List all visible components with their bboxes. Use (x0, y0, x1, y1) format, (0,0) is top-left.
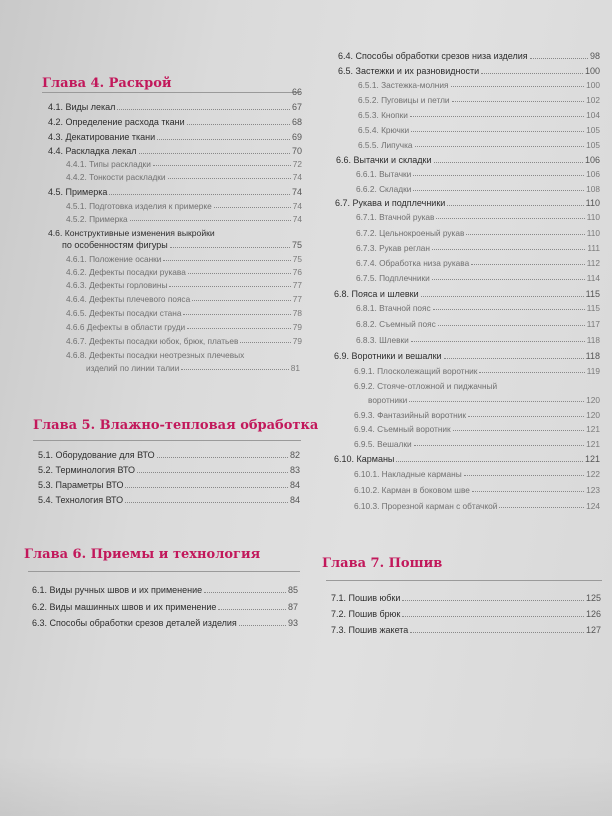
toc-entry: 4.3. Декатирование ткани 69 (48, 132, 302, 142)
toc-subentry-line1: 6.9.2. Стояче-отложной и пиджачный (354, 381, 498, 391)
toc-subentry: 6.9.1. Плосколежащий воротник 119 (354, 366, 600, 376)
toc-entry: 6.1. Виды ручных швов и их применение 85 (32, 585, 298, 595)
toc-entry: 6.7. Рукава и подплечники 110 (335, 198, 600, 208)
toc-subentry: 6.5.2. Пуговицы и петли 102 (358, 95, 600, 105)
toc-entry: 6.5. Застежки и их разновидности 100 (338, 66, 600, 76)
chapter-4-title: Глава 4. Раскрой (42, 76, 172, 91)
toc-subentry: 6.7.5. Подплечники 114 (356, 273, 600, 283)
toc-entry: 5.4. Технология ВТО 84 (38, 495, 300, 505)
toc-subentry: 6.7.1. Втачной рукав 110 (356, 212, 600, 222)
toc-subentry: 6.10.2. Карман в боковом шве 123 (354, 485, 600, 495)
toc-subentry: 6.5.5. Липучка 105 (358, 140, 600, 150)
toc-subentry: 6.6.1. Вытачки 106 (356, 169, 600, 179)
toc-subentry: 4.6.5. Дефекты посадки стана 78 (66, 308, 302, 318)
toc-subentry-line1: 4.6.8. Дефекты посадки неотрезных плечевых (66, 350, 245, 360)
toc-subentry: 4.6.3. Дефекты горловины 77 (66, 280, 302, 290)
toc-subentry: 6.10.1. Накладные карманы 122 (354, 469, 600, 479)
toc-entry: 6.10. Карманы 121 (334, 454, 600, 464)
toc-subentry: 4.4.2. Тонкости раскладки 74 (66, 172, 302, 182)
toc-entry: 6.4. Способы обработки срезов низа изделия 98 (338, 51, 600, 61)
toc-entry: 7.1. Пошив юбки 125 (331, 593, 601, 603)
toc-entry: 5.3. Параметры ВТО 84 (38, 480, 300, 490)
toc-subentry: 4.5.2. Примерка 74 (66, 214, 302, 224)
toc-entry: 5.1. Оборудование для ВТО 82 (38, 450, 300, 460)
chapter-7-title: Глава 7. Пошив (322, 556, 443, 571)
toc-entry: по особенностям фигуры 75 (62, 240, 302, 250)
toc-subentry: 6.5.4. Крючки 105 (358, 125, 600, 135)
toc-subentry: 6.5.1. Застежка-молния 100 (358, 80, 600, 90)
toc-subentry: 6.5.3. Кнопки 104 (358, 110, 600, 120)
chapter-6-title: Глава 6. Приемы и технология (24, 547, 261, 562)
toc-subentry: 4.6.1. Положение осанки 75 (66, 254, 302, 264)
toc-entry: 7.2. Пошив брюк 126 (331, 609, 601, 619)
toc-entry: 5.2. Терминология ВТО 83 (38, 465, 300, 475)
toc-entry: 4.5. Примерка 74 (48, 187, 302, 197)
toc-subentry: 6.9.4. Съемный воротник 121 (354, 424, 600, 434)
toc-subentry: 6.9.5. Вешалки 121 (354, 439, 600, 449)
toc-entry: 6.6. Вытачки и складки 106 (336, 155, 600, 165)
toc-subentry: 6.8.3. Шлевки 118 (356, 335, 600, 345)
toc-entry-line1: 4.6. Конструктивные изменения выкройки (48, 228, 215, 238)
toc-entry: 6.3. Способы обработки срезов деталей изделия 93 (32, 618, 298, 628)
toc-entry: 4.1. Виды лекал 67 (48, 102, 302, 112)
toc-subentry: 6.8.1. Втачной пояс 115 (356, 303, 600, 313)
toc-subentry: 4.4.1. Типы раскладки 72 (66, 159, 302, 169)
toc-subentry: 6.7.3. Рукав реглан 111 (356, 243, 600, 253)
toc-entry: 6.2. Виды машинных швов и их применение 87 (32, 602, 298, 612)
toc-subentry: 6.10.3. Прорезной карман с обтачкой 124 (354, 501, 600, 511)
toc-subentry: 6.8.2. Съемный пояс 117 (356, 319, 600, 329)
chapter-5-title: Глава 5. Влажно-тепловая обработка (33, 418, 319, 433)
toc-entry: 66 (291, 87, 302, 97)
chapter-5-rule (33, 440, 301, 441)
toc-subentry: 4.5.1. Подготовка изделия к примерке 74 (66, 201, 302, 211)
toc-subentry: 6.6.2. Складки 108 (356, 184, 600, 194)
toc-subentry: 4.6.7. Дефекты посадки юбок, брюк, платьев 79 (66, 336, 302, 346)
chapter-6-rule (28, 571, 300, 572)
toc-subentry: 6.7.4. Обработка низа рукава 112 (356, 258, 600, 268)
toc-subentry: 4.6.4. Дефекты плечевого пояса 77 (66, 294, 302, 304)
toc-subentry: 6.9.3. Фантазийный воротник 120 (354, 410, 600, 420)
toc-entry: 4.4. Раскладка лекал 70 (48, 146, 302, 156)
toc-entry: 6.9. Воротники и вешалки 118 (334, 351, 600, 361)
toc-subentry: 4.6.6 Дефекты в области груди 79 (66, 322, 302, 332)
toc-subentry: изделий по линии талии 81 (86, 363, 300, 373)
toc-entry: 7.3. Пошив жакета 127 (331, 625, 601, 635)
toc-entry: 4.2. Определение расхода ткани 68 (48, 117, 302, 127)
toc-subentry: 4.6.2. Дефекты посадки рукава 76 (66, 267, 302, 277)
toc-entry: 6.8. Пояса и шлевки 115 (334, 289, 600, 299)
toc-subentry: 6.7.2. Цельнокроеный рукав 110 (356, 228, 600, 238)
chapter-7-rule (326, 580, 602, 581)
toc-subentry: воротники 120 (368, 395, 600, 405)
